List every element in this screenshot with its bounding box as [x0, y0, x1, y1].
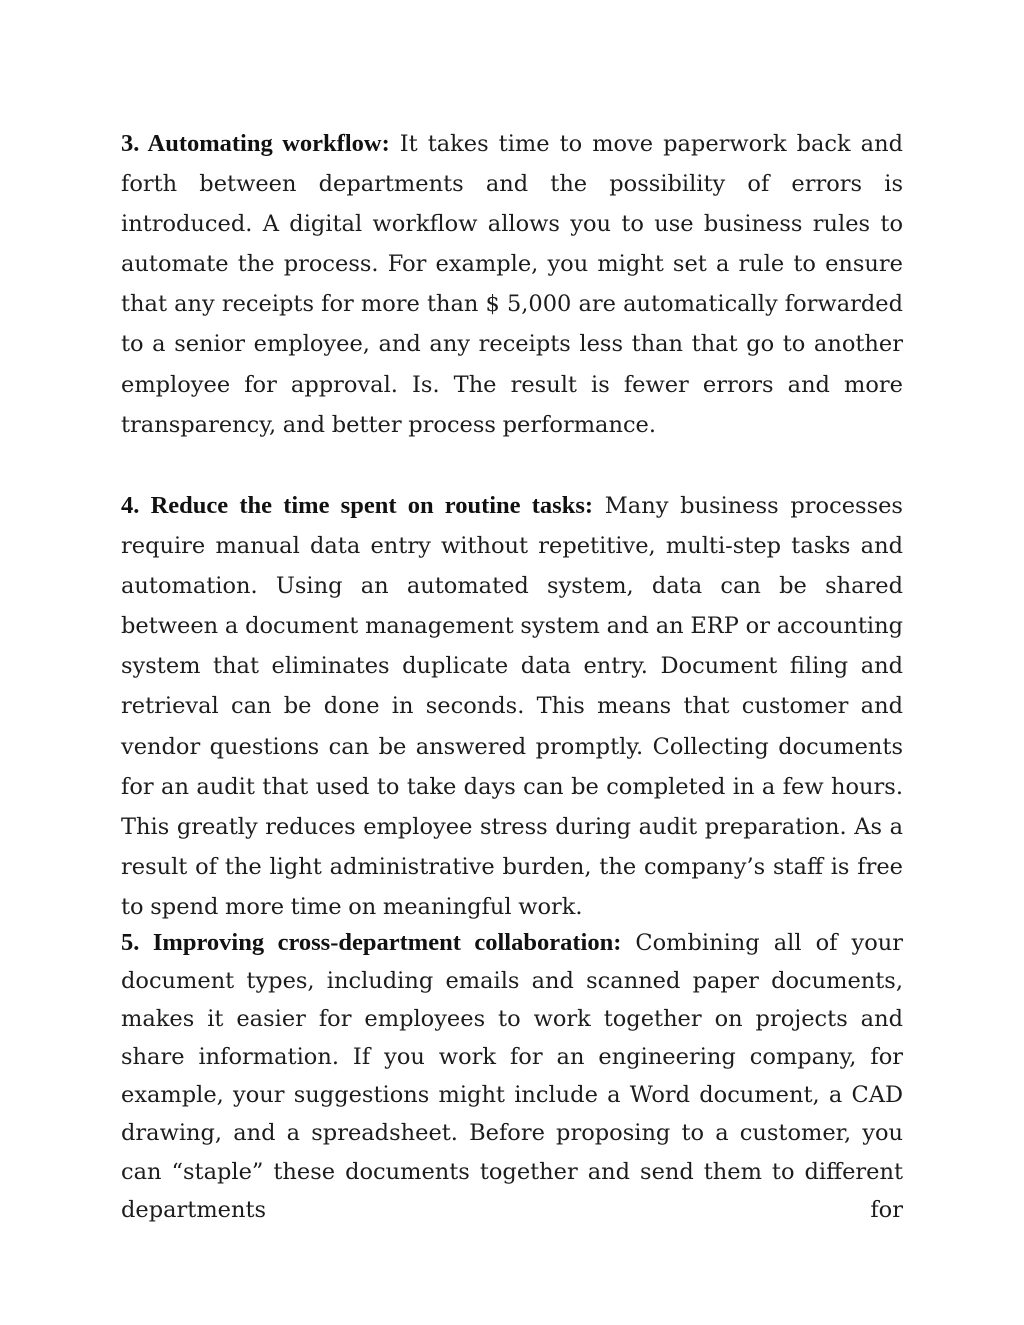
section-body: It takes time to move paperwork back and forth between departments and the possibility of errors is introduced. A digital workflow allows you to use business rules to automate the process. For example, you might set a rule to ensure that any receipts for more than $ 5,000 are automatically forwarded to a senior employee, and any receipts less than that go to another employee for approval. Is. The result is fewer errors and more transparency, and better process performance. [121, 131, 903, 438]
section-heading: 4. Reduce the time spent on routine tasks: [121, 492, 594, 519]
section-cross-department-collaboration [121, 924, 903, 1229]
section-automating-workflow [121, 124, 903, 445]
section-reduce-routine-tasks [121, 486, 903, 927]
section-heading: 3. Automating workflow: [121, 130, 390, 157]
section-body: Combining all of your document types, including emails and scanned paper documents, makes it easier for employees to work together on projects and share information. If you work for an engineering company, for example, your suggestions might include a Word document, a CAD drawing, and a spreadsheet. Before proposing to a customer, you can “staple” these documents together and send them to different departments for [121, 930, 903, 1223]
section-body: Many business processes require manual data entry without repetitive, multi-step tasks and automation. Using an automated system, data can be shared between a document management system and an ERP or accounting system that eliminates duplicate data entry. Document filing and retrieval can be done in seconds. This means that customer and vendor questions can be answered promptly. Collecting documents for an audit that used to take days can be completed in a few hours. This greatly reduces employee stress during audit preparation. As a result of the light administrative burden, the company’s staff is free to spend more time on meaningful work. [121, 493, 903, 920]
section-heading: 5. Improving cross-department collaboration: [121, 929, 622, 956]
